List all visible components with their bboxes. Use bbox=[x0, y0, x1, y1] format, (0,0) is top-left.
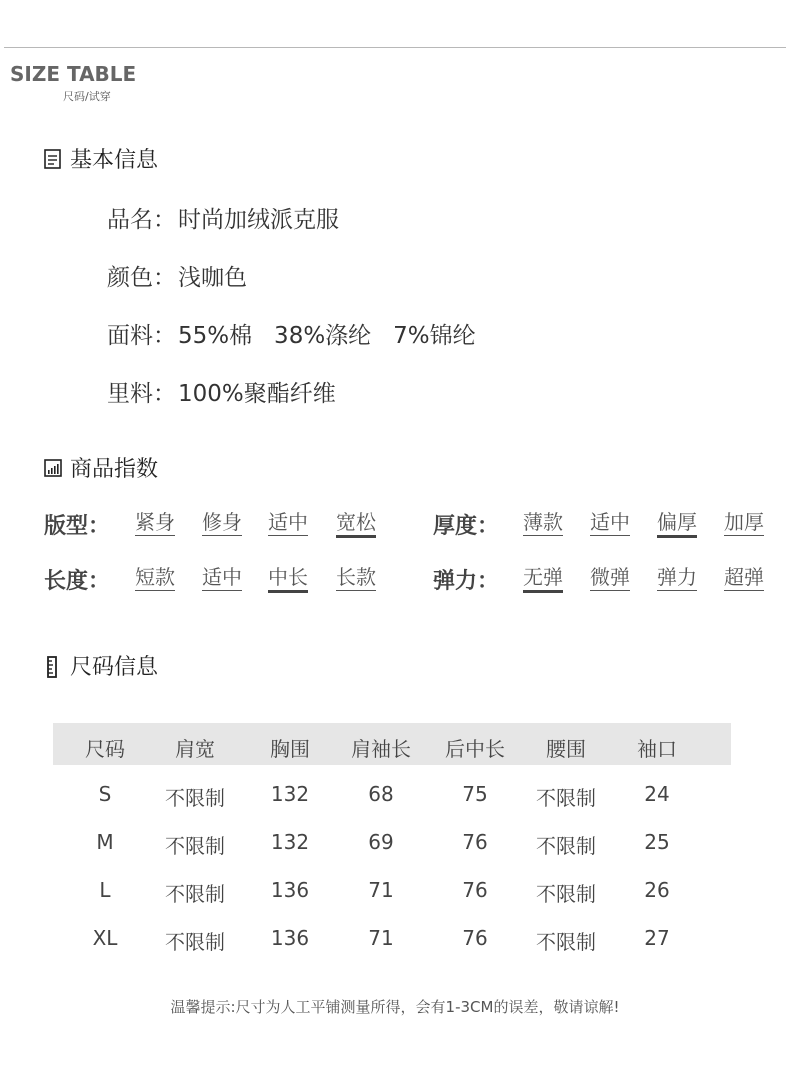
size-table-cell: 27 bbox=[644, 926, 670, 950]
fit-option: 修身 bbox=[202, 510, 242, 534]
length-option: 长款 bbox=[336, 565, 376, 589]
elasticity-option: 微弹 bbox=[590, 565, 630, 589]
size-table-cell: 26 bbox=[644, 878, 670, 902]
length-option: 适中 bbox=[202, 565, 242, 589]
document-icon bbox=[44, 149, 62, 169]
elasticity-option: 弹力 bbox=[657, 565, 697, 589]
size-table-cell: 不限制 bbox=[536, 930, 596, 954]
size-table-subtitle: 尺码/试穿 bbox=[63, 90, 111, 103]
size-table-cell: XL bbox=[92, 926, 118, 950]
product-index-heading-text: 商品指数 bbox=[70, 457, 159, 482]
thickness-option-selected: 偏厚 bbox=[657, 510, 697, 538]
size-table-cell: 不限制 bbox=[165, 786, 225, 810]
length-option: 短款 bbox=[135, 565, 175, 589]
size-table-title: SIZE TABLE bbox=[10, 62, 137, 86]
basic-info-heading bbox=[44, 143, 158, 174]
size-table-cell: 132 bbox=[270, 830, 310, 854]
elasticity-label: 弹力： bbox=[433, 569, 500, 594]
size-table-cell: 不限制 bbox=[536, 834, 596, 858]
size-table-cell: 132 bbox=[270, 782, 310, 806]
size-table-column-header: 后中长 bbox=[445, 737, 505, 761]
size-table-column-header: 肩袖长 bbox=[351, 737, 411, 761]
info-value: 时尚加绒派克服 bbox=[178, 207, 339, 233]
measurement-note: 温馨提示:尺寸为人工平铺测量所得，会有1-3CM的误差，敬请谅解! bbox=[170, 998, 620, 1016]
thickness-option: 适中 bbox=[590, 510, 630, 534]
product-index-heading bbox=[44, 452, 158, 483]
info-value: 100%聚酯纤维 bbox=[178, 381, 336, 407]
thickness-option: 加厚 bbox=[724, 510, 764, 534]
info-row-name bbox=[107, 201, 339, 234]
info-label: 里料： bbox=[107, 381, 176, 407]
size-table-cell: 71 bbox=[368, 926, 394, 950]
size-table-cell: 136 bbox=[270, 926, 310, 950]
size-info-heading bbox=[44, 650, 158, 681]
size-table-column-header: 胸围 bbox=[270, 737, 310, 761]
size-table-cell: 25 bbox=[644, 830, 670, 854]
size-table-cell: 76 bbox=[462, 878, 488, 902]
size-table-cell: L bbox=[99, 878, 111, 902]
size-table-column-header: 肩宽 bbox=[175, 737, 215, 761]
size-table-cell: S bbox=[98, 782, 112, 806]
size-table-cell: 不限制 bbox=[536, 882, 596, 906]
size-table-cell: M bbox=[96, 830, 114, 854]
size-table-cell: 68 bbox=[368, 782, 394, 806]
length-option-selected: 中长 bbox=[268, 565, 308, 593]
size-table-cell: 不限制 bbox=[536, 786, 596, 810]
fit-option: 适中 bbox=[268, 510, 308, 534]
size-table-cell: 不限制 bbox=[165, 930, 225, 954]
top-divider bbox=[4, 47, 786, 48]
thickness-label: 厚度： bbox=[433, 514, 500, 539]
info-row-color bbox=[107, 259, 247, 292]
length-label: 长度： bbox=[44, 569, 111, 594]
size-table-column-header: 腰围 bbox=[546, 737, 586, 761]
thickness-option: 薄款 bbox=[523, 510, 563, 534]
info-label: 面料： bbox=[107, 323, 176, 349]
bar-chart-icon bbox=[44, 458, 62, 478]
fit-option: 紧身 bbox=[135, 510, 175, 534]
info-row-lining bbox=[107, 375, 336, 408]
size-table-cell: 76 bbox=[462, 926, 488, 950]
size-table-cell: 69 bbox=[368, 830, 394, 854]
size-table-cell: 24 bbox=[644, 782, 670, 806]
basic-info-heading-text: 基本信息 bbox=[70, 148, 159, 173]
size-info-heading-text: 尺码信息 bbox=[70, 655, 159, 680]
size-table-cell: 不限制 bbox=[165, 882, 225, 906]
size-table-cell: 76 bbox=[462, 830, 488, 854]
size-table-cell: 不限制 bbox=[165, 834, 225, 858]
size-table-cell: 136 bbox=[270, 878, 310, 902]
info-row-fabric bbox=[107, 317, 476, 350]
info-value: 55%棉 38%涤纶 7%锦纶 bbox=[178, 323, 476, 349]
size-table-cell: 75 bbox=[462, 782, 488, 806]
size-table-cell: 71 bbox=[368, 878, 394, 902]
fit-option-selected: 宽松 bbox=[336, 510, 376, 538]
fit-label: 版型： bbox=[44, 514, 111, 539]
size-table-column-header: 袖口 bbox=[637, 737, 677, 761]
info-label: 颜色： bbox=[107, 265, 176, 291]
info-value: 浅咖色 bbox=[178, 265, 247, 291]
size-table-column-header: 尺码 bbox=[85, 737, 125, 761]
ruler-icon bbox=[44, 656, 62, 676]
elasticity-option-selected: 无弹 bbox=[523, 565, 563, 593]
info-label: 品名： bbox=[107, 207, 176, 233]
elasticity-option: 超弹 bbox=[724, 565, 764, 589]
